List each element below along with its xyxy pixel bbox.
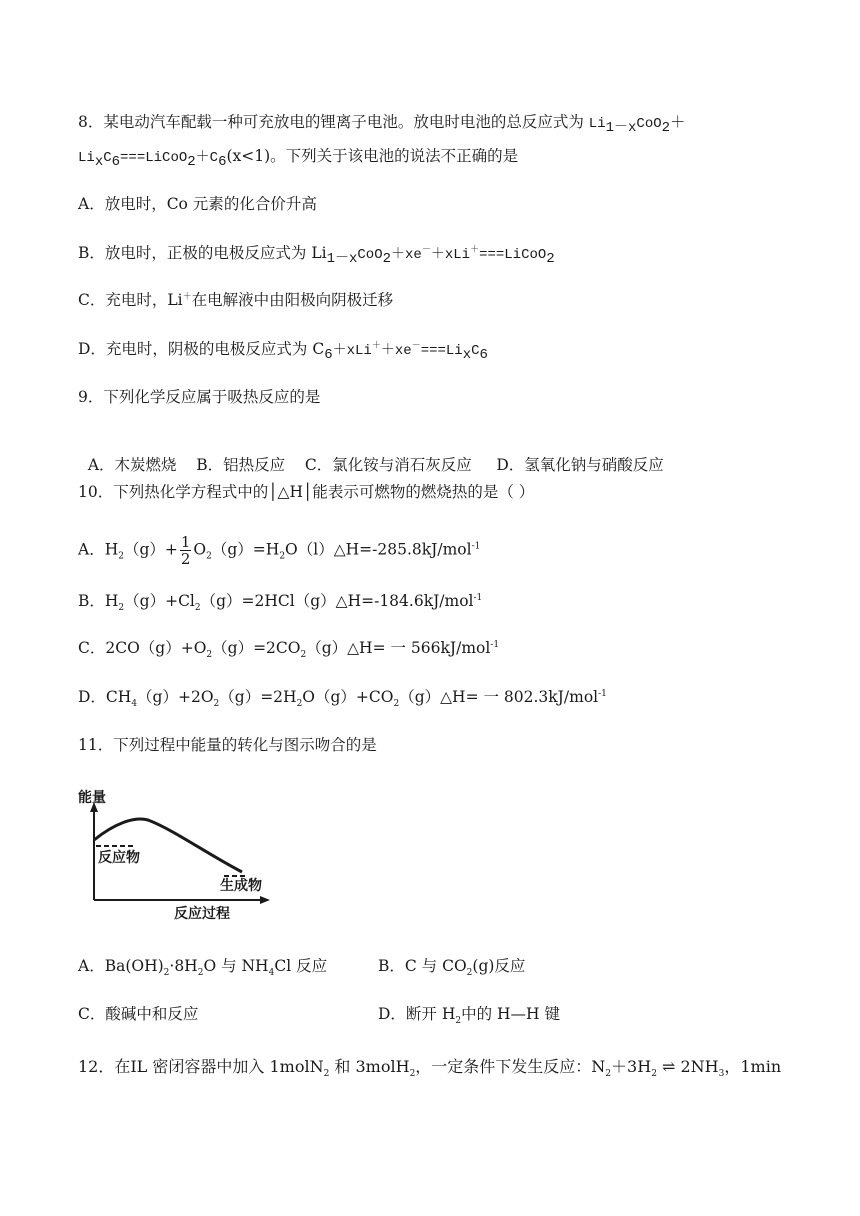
superscript: -1	[473, 592, 483, 603]
question-text: 10．下列热化学方程式中的│△H│能表示可燃物的燃烧热的是（ ）	[78, 483, 535, 501]
subscript: 4	[131, 699, 138, 710]
fraction-numerator: 1	[180, 533, 191, 551]
option-text: A．Ba(OH)	[78, 957, 164, 975]
subscript: 2	[118, 551, 124, 562]
subscript: 2	[279, 551, 286, 562]
subscript: 6	[111, 154, 121, 171]
option-text: A．放电时，Co 元素的化合价升高	[78, 195, 317, 213]
subscript: 2	[661, 120, 671, 137]
option-text: 中的 H—H 键	[461, 1005, 560, 1023]
subscript: 2	[296, 699, 303, 710]
option-text: （g）△H= 一 802.3kJ/mol	[399, 688, 599, 706]
option-text: （g）+2O	[137, 688, 214, 706]
q11-option-a	[78, 956, 328, 979]
reactant-label: 反应物	[98, 850, 140, 866]
x-axis-label: 反应过程	[174, 906, 230, 920]
option-text: O（g）+CO	[302, 688, 394, 706]
option-text: D．充电时，阴极的电极反应式为 C	[78, 340, 325, 358]
subscript: x	[94, 154, 104, 171]
q12-stem	[78, 1057, 782, 1080]
q11-stem	[78, 735, 377, 755]
subscript: 2	[382, 251, 392, 268]
option-text: ·8H	[169, 957, 198, 975]
plus-sign: ＋	[670, 113, 686, 131]
superscript: ＋	[371, 340, 381, 351]
subscript: 2	[651, 1069, 657, 1080]
y-axis-label: 能量	[78, 790, 106, 806]
subscript: 1－x	[326, 251, 358, 268]
subscript: 2	[300, 650, 307, 661]
subscript: 2	[206, 650, 213, 661]
q8-option-d	[78, 339, 488, 364]
q10-option-b	[78, 591, 483, 614]
formula: ＋xe	[380, 343, 412, 359]
subscript: 2	[163, 968, 170, 979]
energy-diagram	[74, 788, 274, 920]
formula: CoO	[357, 247, 383, 263]
formula: C	[471, 343, 480, 359]
option-text: （g）=2H	[219, 688, 297, 706]
options-text: A．木炭燃烧 B．铝热反应 C．氯化铵与消石灰反应 D．氢氧化钠与硝酸反应	[87, 456, 664, 474]
option-text: C．酸碱中和反应	[78, 1005, 199, 1023]
q9-options	[78, 435, 664, 475]
subscript: 2	[466, 968, 473, 979]
subscript: 2	[118, 603, 125, 614]
question-text: 11．下列过程中能量的转化与图示吻合的是	[78, 736, 377, 754]
question-text: 9．下列化学反应属于吸热反应的是	[78, 388, 321, 406]
option-text: C．充电时，Li	[78, 291, 183, 309]
product-label: 生成物	[220, 878, 262, 894]
superscript: ＋	[182, 291, 192, 302]
q10-option-c	[78, 638, 500, 661]
formula: ＋C	[195, 150, 219, 166]
q8-stem-text: (x<1)。下列关于该电池的说法不正确的是	[226, 147, 519, 165]
q11-option-c	[78, 1004, 198, 1024]
q8-stem-line1	[78, 112, 686, 137]
subscript: 2	[213, 699, 220, 710]
q10-option-d	[78, 687, 607, 710]
q8-stem-line2	[78, 146, 519, 171]
question-text: ，1min	[724, 1057, 782, 1076]
q11-option-d	[378, 1004, 560, 1027]
q10-option-a	[78, 534, 480, 567]
subscript: 2	[546, 251, 555, 268]
option-text: D．断开 H	[378, 1005, 456, 1023]
q8-option-a	[78, 194, 317, 214]
superscript: -1	[471, 541, 481, 552]
subscript: 2	[194, 603, 201, 614]
question-text: ⇌ 2NH	[656, 1057, 719, 1076]
question-text: 12．在IL 密闭容器中加入 1molN	[78, 1057, 324, 1076]
subscript: 3	[718, 1069, 725, 1080]
option-text: O	[193, 540, 207, 559]
option-text: B．C 与 CO	[378, 957, 467, 975]
formula: Li	[78, 150, 95, 166]
subscript: 2	[393, 699, 400, 710]
x-axis-arrow-icon	[260, 896, 270, 904]
superscript: -1	[490, 639, 500, 650]
q8-option-b	[78, 243, 555, 268]
formula: C	[103, 150, 112, 166]
formula: ＋xLi	[332, 343, 372, 359]
option-text: C．2CO（g）+O	[78, 639, 207, 657]
option-text: （g）=H	[211, 540, 280, 559]
option-text: （g）=2CO	[212, 639, 301, 657]
question-text: ，一定条件下发生反应：N	[415, 1057, 606, 1076]
option-text: O（l）△H=-285.8kJ/mol	[285, 540, 472, 559]
q8-stem-text: 8．某电动汽车配载一种可充放电的锂离子电池。放电时电池的总反应式为	[78, 113, 589, 131]
q9-stem	[78, 387, 320, 407]
superscript: -1	[598, 688, 607, 699]
fraction-denominator: 2	[180, 550, 191, 568]
option-text: B．放电时，正极的电极反应式为 Li	[78, 244, 327, 262]
subscript: x	[462, 347, 472, 364]
formula: CoO	[636, 116, 662, 132]
superscript: －	[411, 340, 421, 351]
question-text: ＋3H	[611, 1057, 652, 1076]
option-text: Cl 反应	[274, 957, 328, 975]
subscript: 2	[197, 968, 204, 979]
subscript: 2	[206, 551, 212, 562]
formula: ===LiCoO	[120, 150, 188, 166]
option-text: A．H	[78, 540, 119, 559]
option-text: O 与 NH	[203, 957, 269, 975]
question-text: 和 3molH	[329, 1057, 410, 1076]
q10-stem	[78, 482, 534, 502]
option-text: （g）+	[123, 540, 178, 559]
option-text: （g）=2HCl（g）△H=-184.6kJ/mol	[200, 592, 474, 610]
superscript: ＋	[470, 244, 480, 255]
subscript: 4	[268, 968, 275, 979]
formula: ＋xLi	[430, 247, 471, 263]
formula: ＋xe	[391, 247, 422, 263]
q11-option-b	[378, 956, 526, 979]
option-text: D．CH	[78, 688, 132, 706]
option-text: (g)反应	[472, 957, 526, 975]
subscript: 6	[479, 347, 488, 364]
subscript: 2	[409, 1069, 416, 1080]
subscript: 2	[187, 154, 196, 171]
formula: ===Li	[420, 343, 463, 359]
subscript: 6	[218, 154, 227, 171]
option-text: B．H	[78, 592, 119, 610]
subscript: 1－x	[605, 120, 637, 137]
formula: Li	[588, 116, 606, 132]
option-text: 在电解液中由阳极向阴极迁移	[191, 291, 394, 309]
fraction-one-half	[180, 534, 192, 567]
option-text: （g）△H= 一 566kJ/mol	[306, 639, 491, 657]
option-text: （g）+Cl	[124, 592, 195, 610]
subscript: 2	[323, 1069, 330, 1080]
subscript: 6	[324, 347, 333, 364]
superscript: －	[421, 244, 431, 255]
subscript: 2	[605, 1069, 612, 1080]
formula: ===LiCoO	[479, 247, 547, 263]
subscript: 2	[455, 1016, 462, 1027]
q8-option-c	[78, 290, 393, 310]
